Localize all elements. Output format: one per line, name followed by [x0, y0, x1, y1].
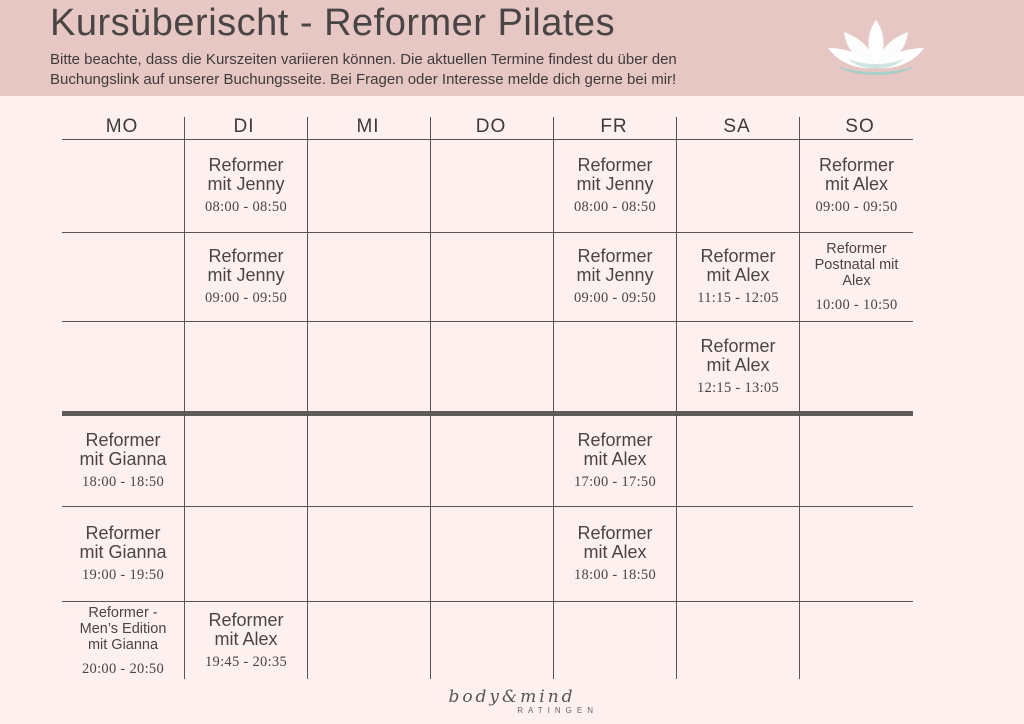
class-cell — [185, 140, 307, 232]
class-cell — [800, 140, 913, 232]
class-time: 18:00 - 18:50 — [81, 474, 165, 490]
class-cell — [554, 507, 676, 601]
class-cell — [185, 233, 307, 321]
class-cell — [62, 602, 184, 680]
class-cell — [554, 416, 676, 506]
class-time: 08:00 - 08:50 — [573, 199, 657, 215]
class-time: 09:00 - 09:50 — [815, 199, 898, 215]
class-time: 08:00 - 08:50 — [204, 199, 288, 215]
class-cell — [62, 416, 184, 506]
class-cell — [62, 507, 184, 601]
grid-column-line-3 — [430, 117, 431, 679]
day-header-do: DO — [475, 116, 507, 137]
info-note-line-2: Buchungslink auf unserer Buchungsseite. Bei Fragen oder Interesse melde dich gerne bei mir! — [50, 71, 677, 88]
class-time: 17:00 - 17:50 — [573, 474, 657, 490]
class-name: Reformer mit Gianna — [79, 523, 167, 562]
class-name: Reformer mit Jenny — [207, 155, 285, 194]
class-name: Reformer Postnatal mit Alex — [814, 240, 899, 289]
class-name: Reformer mit Alex — [208, 610, 284, 649]
class-time: 19:45 - 20:35 — [204, 654, 288, 670]
class-time: 09:00 - 09:50 — [204, 290, 288, 306]
class-time: 09:00 - 09:50 — [573, 290, 657, 306]
grid-column-line-2 — [307, 117, 308, 679]
grid-line-row-4 — [62, 506, 913, 507]
day-header-di: DI — [233, 116, 255, 137]
class-cell — [800, 233, 913, 321]
class-time: 18:00 - 18:50 — [573, 567, 657, 583]
info-note-line-1: Bitte beachte, dass die Kurszeiten variieren können. Die aktuellen Termine findest du über den — [50, 51, 677, 68]
class-name: Reformer - Men’s Edition mit Gianna — [79, 604, 167, 653]
class-time: 11:15 - 12:05 — [697, 290, 779, 306]
day-header-mo: MO — [105, 116, 139, 137]
day-header-fr: FR — [600, 116, 628, 137]
class-name: Reformer mit Jenny — [576, 155, 654, 194]
class-cell — [554, 233, 676, 321]
brand-logo — [418, 688, 606, 720]
class-name: Reformer mit Alex — [700, 246, 776, 285]
class-name: Reformer mit Alex — [577, 430, 653, 469]
grid-divider-morning-evening — [62, 411, 913, 416]
day-header-so: SO — [845, 116, 875, 137]
brand-logo-subtext: RATINGEN — [517, 706, 598, 715]
class-time: 12:15 - 13:05 — [696, 379, 780, 396]
class-name: Reformer mit Alex — [700, 335, 776, 375]
day-header-mi: MI — [356, 116, 380, 137]
class-time: 20:00 - 20:50 — [81, 660, 165, 677]
class-name: Reformer mit Jenny — [207, 246, 285, 285]
class-time: 19:00 - 19:50 — [81, 567, 165, 583]
brand-logo-text: body&mind — [448, 687, 576, 707]
class-name: Reformer mit Alex — [577, 523, 653, 562]
class-name: Reformer mit Alex — [818, 155, 894, 194]
class-cell — [677, 233, 799, 321]
day-header-sa: SA — [723, 116, 751, 137]
class-cell — [554, 140, 676, 232]
class-cell — [677, 322, 799, 411]
class-name: Reformer mit Gianna — [79, 430, 167, 469]
class-name: Reformer mit Jenny — [576, 246, 654, 285]
class-cell — [185, 602, 307, 680]
class-time: 10:00 - 10:50 — [815, 296, 898, 313]
page-title: Kursüberischt - Reformer Pilates — [50, 2, 616, 44]
